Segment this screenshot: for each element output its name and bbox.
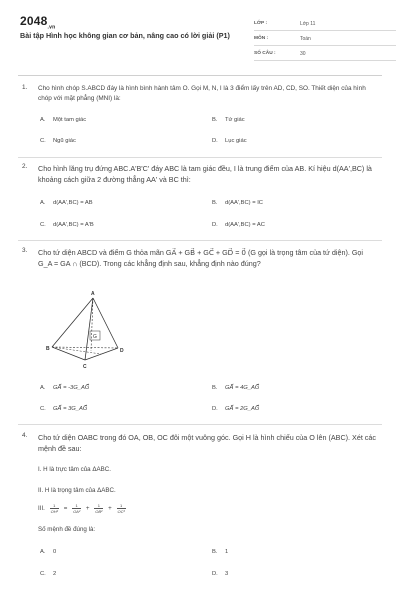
- statement-2: II. H là trọng tâm của ΔABC.: [38, 487, 116, 494]
- option-text: 0: [53, 549, 57, 555]
- fraction-numerator: 1: [72, 503, 81, 509]
- option-label: D.: [212, 222, 218, 228]
- option-text: GA⃗ = 2G_AG⃗: [225, 406, 260, 412]
- tetrahedron-figure: [38, 290, 138, 370]
- fraction: [50, 503, 59, 514]
- meta-key: LỚP :: [254, 21, 268, 26]
- fraction-denominator: OA²: [73, 509, 81, 514]
- option-text: GA⃗ = 3G_AG⃗: [53, 406, 88, 412]
- question-text: Cho hình chóp S.ABCD đáy là hình bình hành tâm O. Gọi M, N, I là 3 điểm lấy trên AD, CD, SO. Thiết diện của hình chóp với mặt phẳng (MNI) là:: [38, 85, 366, 102]
- fraction: [72, 503, 81, 514]
- fraction-numerator: 1: [94, 503, 103, 509]
- figure-label: B: [46, 346, 50, 352]
- meta-value: Toán: [300, 36, 311, 42]
- question-prompt: Số mệnh đề đúng là:: [38, 526, 96, 533]
- answer-option[interactable]: [40, 138, 76, 144]
- option-text: Lục giác: [225, 138, 247, 144]
- meta-row-count: [254, 47, 396, 61]
- option-label: D.: [212, 571, 218, 577]
- option-label: D.: [212, 406, 218, 412]
- figure-label: A: [91, 291, 95, 297]
- figure-label: D: [120, 348, 124, 354]
- question-text: Cho tứ diện OABC trong đó OA, OB, OC đôi một vuông góc. Gọi H là hình chiếu của O lên (ABC). Xét các mệnh đề sau:: [38, 433, 376, 453]
- option-label: B.: [212, 117, 218, 123]
- option-label: A.: [40, 549, 46, 555]
- question-number: 1.: [22, 84, 28, 91]
- option-label: C.: [40, 571, 46, 577]
- header-divider: [18, 75, 382, 76]
- meta-value: Lớp 11: [300, 21, 316, 27]
- answer-option[interactable]: [212, 406, 259, 412]
- fraction-denominator: OC²: [117, 509, 125, 514]
- document-title: Bài tập Hình học không gian cơ bản, nâng cao có lời giải (P1): [20, 31, 230, 40]
- question-divider: [18, 240, 382, 241]
- header: [18, 14, 382, 72]
- option-text: d(AA',BC) = A'B: [53, 222, 94, 228]
- logo[interactable]: [20, 14, 55, 30]
- option-label: D.: [212, 138, 218, 144]
- meta-panel: [254, 17, 396, 62]
- meta-value: 30: [300, 51, 306, 57]
- fraction-numerator: 1: [50, 503, 59, 509]
- option-label: A.: [40, 385, 46, 391]
- option-label: C.: [40, 138, 46, 144]
- fraction-denominator: OH²: [50, 509, 58, 514]
- option-label: A.: [40, 200, 46, 206]
- meta-row-subject: [254, 32, 396, 46]
- answer-option[interactable]: [40, 549, 56, 555]
- option-label: B.: [212, 549, 218, 555]
- math-operator: +: [85, 505, 90, 513]
- answer-option[interactable]: [212, 200, 263, 206]
- question-number: 4.: [22, 432, 28, 439]
- answer-option[interactable]: [40, 406, 87, 412]
- question-divider: [18, 157, 382, 158]
- option-text: 1: [225, 549, 229, 555]
- fraction: [94, 503, 103, 514]
- statement-1: I. H là trực tâm của ΔABC.: [38, 466, 111, 473]
- answer-option[interactable]: [40, 385, 89, 391]
- option-label: B.: [212, 385, 218, 391]
- option-text: d(AA',BC) = IC: [225, 200, 263, 206]
- answer-option[interactable]: [212, 571, 228, 577]
- option-text: 2: [53, 571, 57, 577]
- answer-option[interactable]: [40, 571, 56, 577]
- statement-label: III.: [38, 505, 45, 513]
- answer-option[interactable]: [40, 200, 93, 206]
- math-operator: +: [108, 505, 112, 513]
- option-text: Tứ giác: [225, 117, 245, 123]
- option-label: A.: [40, 117, 46, 123]
- answer-option[interactable]: [212, 117, 245, 123]
- logo-suffix: .vn: [47, 24, 56, 31]
- option-text: d(AA',BC) = AC: [225, 222, 265, 228]
- option-text: GA⃗ = -3G_AG⃗: [53, 385, 90, 391]
- question-text: Cho hình lăng trụ đứng ABC.A'B'C' đáy ABC là tam giác đều, I là trung điểm của AB. Kí hiệu d(AA',BC) là khoảng cách giữa 2 đường thẳng AA' và BC thì:: [38, 164, 372, 184]
- fraction: [117, 503, 126, 514]
- fraction-numerator: 1: [117, 503, 126, 509]
- statement-3: [38, 503, 129, 514]
- option-text: 3: [225, 571, 229, 577]
- logo-text: 2048: [20, 14, 48, 28]
- figure-label: C: [83, 364, 87, 370]
- answer-option[interactable]: [40, 222, 94, 228]
- figure-label: G: [93, 334, 97, 340]
- option-text: d(AA',BC) = AB: [53, 200, 93, 206]
- option-label: C.: [40, 222, 46, 228]
- meta-key: SỐ CÂU :: [254, 51, 276, 56]
- fraction-denominator: OB²: [95, 509, 103, 514]
- math-operator: =: [63, 505, 68, 513]
- question-number: 2.: [22, 163, 28, 170]
- question-text: Cho tứ diện ABCD và điểm G thỏa mãn GA⃗ + GB⃗ + GC⃗ + GD⃗ = 0⃗ (G gọi là trọng tâm của tứ diện). Gọi G_A = GA ∩ (BCD). Trong các khẳng định sau, khẳng định nào đúng?: [38, 248, 364, 268]
- option-text: GA⃗ = 4G_AG⃗: [225, 385, 260, 391]
- option-text: Ngũ giác: [53, 138, 76, 144]
- answer-option[interactable]: [212, 222, 265, 228]
- meta-key: MÔN :: [254, 36, 269, 41]
- question-number: 3.: [22, 247, 28, 254]
- option-label: C.: [40, 406, 46, 412]
- option-text: Một tam giác: [53, 117, 87, 123]
- question-divider: [18, 424, 382, 425]
- option-label: B.: [212, 200, 218, 206]
- answer-option[interactable]: [212, 549, 228, 555]
- meta-row-class: [254, 17, 396, 31]
- answer-option[interactable]: [212, 138, 247, 144]
- answer-option[interactable]: [212, 385, 259, 391]
- answer-option[interactable]: [40, 117, 86, 123]
